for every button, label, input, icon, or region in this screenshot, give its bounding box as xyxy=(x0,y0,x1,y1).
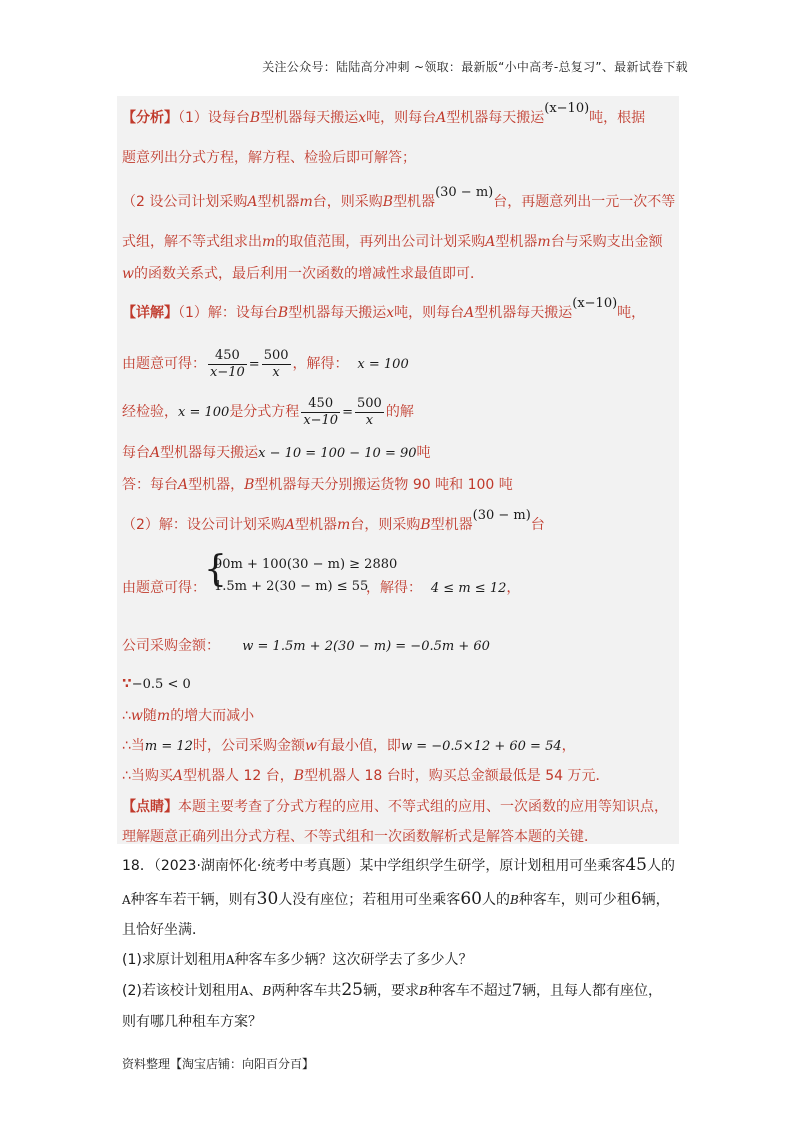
text: ， xyxy=(506,580,521,596)
detail-answer-1 xyxy=(122,475,513,495)
analysis-line-1 xyxy=(122,101,646,129)
var: m xyxy=(299,194,313,210)
analysis-line-4 xyxy=(122,232,663,252)
text: 每台 xyxy=(122,445,150,461)
text: 是分式方程 xyxy=(229,404,300,420)
var: B xyxy=(509,893,519,907)
q18-line-6: 则有哪几种租车方案？ xyxy=(122,1014,262,1030)
text: 、 xyxy=(248,983,263,999)
analysis-tag: 【分析】 xyxy=(122,110,178,126)
because-symbol: ∵ xyxy=(122,676,132,692)
fraction xyxy=(262,348,291,381)
text: 台，则采购 xyxy=(312,194,383,210)
comment-line-2: 理解题意正确列出分式方程、不等式组和一次函数解析式是解答本题的关键． xyxy=(122,829,598,845)
comment-tag: 【点睛】 xyxy=(122,799,178,815)
inequality-2: 1.5m + 2(30 − m) ≤ 55 xyxy=(214,579,369,594)
text: 吨，根据 xyxy=(589,110,646,126)
text: 式组，解不等式组求出 xyxy=(122,234,262,250)
var: A xyxy=(122,893,131,907)
text: 公司采购金额： xyxy=(122,638,220,654)
denominator: x xyxy=(272,364,280,380)
text: 台 xyxy=(530,517,545,533)
analysis-line-2: 题意列出分式方程，解方程、检验后即可解答； xyxy=(122,150,416,166)
q18-line-3: 且恰好坐满． xyxy=(122,922,206,938)
denominator: x−10 xyxy=(303,412,339,428)
text: 有最小值，即 xyxy=(316,738,401,754)
text: 人没有座位；若租用可坐乘客 xyxy=(278,892,461,908)
fraction xyxy=(208,348,247,381)
text: （1）设每台 xyxy=(178,110,250,126)
therefore-line-2 xyxy=(122,736,576,757)
detail-tag: 【详解】 xyxy=(122,305,178,321)
text: （2）解：设公司计划采购 xyxy=(122,517,285,533)
var: A xyxy=(436,110,447,126)
denominator: x xyxy=(365,412,374,428)
brace: { xyxy=(204,549,227,590)
var: A xyxy=(225,953,235,967)
number: 45 xyxy=(625,855,647,875)
text: 吨 xyxy=(416,445,431,461)
text: 型机器 xyxy=(295,517,338,533)
var: m xyxy=(537,234,551,250)
q18-line-5 xyxy=(122,980,662,1001)
text: 人的 xyxy=(481,892,510,908)
text: 本题主要考查了分式方程的应用、不等式组的应用、一次函数的应用等知识点， xyxy=(178,799,668,815)
text: 种客车多少辆？这次研学去了多少人？ xyxy=(234,952,473,968)
text: 型机器人 12 台， xyxy=(183,768,294,784)
var: B xyxy=(262,984,272,998)
text: ， xyxy=(561,738,576,754)
var: x xyxy=(386,305,395,321)
equals: = xyxy=(342,405,353,420)
text: 型机器每天搬运 xyxy=(260,110,359,126)
therefore-symbol: ∴ xyxy=(122,708,131,724)
math-expr: (30 − m) xyxy=(435,185,494,200)
number: 7 xyxy=(511,980,522,999)
text: ∴当 xyxy=(122,738,145,754)
number: 30 xyxy=(256,889,279,909)
text: 18．（2023·湖南怀化·统考中考真题）某中学组织学生研学，原计划租用可坐乘客 xyxy=(122,858,626,874)
var: w xyxy=(122,266,134,282)
detail-part-2 xyxy=(122,508,545,536)
number: 25 xyxy=(341,980,363,1000)
text: 型机器 xyxy=(257,194,300,210)
q18-line-4 xyxy=(122,950,473,970)
therefore-line-1 xyxy=(122,706,254,726)
var: A xyxy=(485,234,496,250)
inequality-1: 90m + 100(30 − m) ≥ 2880 xyxy=(214,557,398,572)
number: 60 xyxy=(460,889,482,909)
var: B xyxy=(249,110,261,126)
amount-line xyxy=(122,636,490,657)
var: m xyxy=(337,517,351,533)
math-expr: 4 ≤ m ≤ 12 xyxy=(430,581,507,596)
fraction xyxy=(355,396,384,429)
detail-check xyxy=(122,394,414,431)
numerator: 500 xyxy=(357,395,382,411)
detail-line-1 xyxy=(122,296,646,324)
var: B xyxy=(418,984,428,998)
text: 辆，且每人都有座位， xyxy=(522,983,662,999)
page-header: 关注公众号：陆陆高分冲刺 ~领取：最新版“小中高考-总复习”、最新试卷下载 xyxy=(262,60,688,74)
system-label: 由题意可得： xyxy=(122,580,206,596)
var: A xyxy=(464,305,475,321)
var: B xyxy=(420,517,431,533)
text: 随 xyxy=(142,708,157,724)
q18-line-1 xyxy=(122,855,675,876)
equals: = xyxy=(248,357,260,372)
text: 型机器每天搬运 xyxy=(446,110,545,126)
text: 种客车不超过 xyxy=(427,983,512,999)
var: B xyxy=(382,194,394,210)
var: B xyxy=(277,305,289,321)
text: 台与采购支出金额 xyxy=(550,234,663,250)
text: 型机器 xyxy=(430,517,473,533)
text: 的函数关系式，最后利用一次函数的增减性求最值即可． xyxy=(133,266,484,282)
var: m xyxy=(156,708,171,724)
text: ，解得： xyxy=(292,356,349,372)
text: ，解得： xyxy=(366,580,422,596)
text: 由题意可得： xyxy=(122,356,206,372)
text: 吨，则每台 xyxy=(366,110,437,126)
var: w xyxy=(130,708,143,724)
text: 辆， xyxy=(641,892,670,908)
var: A xyxy=(247,194,258,210)
analysis-line-3 xyxy=(122,185,676,213)
text: 吨，则每台 xyxy=(394,305,465,321)
q18-line-2 xyxy=(122,889,670,910)
text: 的取值范围，再列出公司计划采购 xyxy=(275,234,486,250)
therefore-line-3 xyxy=(122,766,610,786)
text: 型机器 xyxy=(495,234,538,250)
var: A xyxy=(172,768,184,784)
text: 型机器 xyxy=(393,194,436,210)
var: B xyxy=(293,768,305,784)
text: 的增大而减小 xyxy=(170,708,255,724)
math-expr: w = −0.5×12 + 60 = 54 xyxy=(400,739,562,754)
text: 型机器每天搬运 xyxy=(160,445,259,461)
detail-a-rate xyxy=(122,443,431,464)
denominator: x−10 xyxy=(210,364,245,380)
numerator: 450 xyxy=(301,396,340,413)
text: 型机器每天搬运 xyxy=(288,305,387,321)
math-expr: −0.5 < 0 xyxy=(131,677,191,692)
math-expr: w = 1.5m + 2(30 − m) = −0.5m + 60 xyxy=(242,639,490,654)
text: ∴当购买 xyxy=(122,768,173,784)
numerator: 450 xyxy=(208,348,247,365)
text: 种客车，则可少租 xyxy=(518,892,631,908)
var: A xyxy=(178,477,189,493)
text: 吨， xyxy=(617,305,646,321)
var: A xyxy=(150,445,161,461)
text: （1）解：设每台 xyxy=(178,305,278,321)
var: m xyxy=(262,234,276,250)
text: 种客车若干辆，则有 xyxy=(130,892,257,908)
comment-line-1 xyxy=(122,797,668,817)
var: A xyxy=(284,517,296,533)
math-expr: x = 100 xyxy=(178,405,230,420)
text: 答：每台 xyxy=(122,477,178,493)
text: 型机器每天搬运 xyxy=(474,305,573,321)
math-expr: m = 12 xyxy=(144,739,193,754)
text: (2)若该校计划租用 xyxy=(122,983,240,999)
text: 时，公司采购金额 xyxy=(192,738,305,754)
math-expr: x = 100 xyxy=(357,357,409,372)
text: 的解 xyxy=(385,404,414,420)
var: x xyxy=(358,110,367,126)
analysis-line-5 xyxy=(122,264,484,284)
text: 台，再题意列出一元一次不等 xyxy=(493,194,676,210)
math-expr: (x−10) xyxy=(572,296,618,311)
detail-equation xyxy=(122,346,409,383)
because-line xyxy=(122,674,191,695)
text: (1)求原计划租用 xyxy=(122,952,226,968)
text: 型机器每天分别搬运货物 90 吨和 100 吨 xyxy=(254,477,513,493)
text: 两种客车共 xyxy=(271,983,342,999)
page-footer: 资料整理【淘宝店铺：向阳百分百】 xyxy=(122,1057,315,1071)
number: 6 xyxy=(630,889,642,909)
math-expr: x − 10 = 100 − 10 = 90 xyxy=(258,446,417,461)
text: 台，则采购 xyxy=(350,517,421,533)
var: w xyxy=(304,738,317,754)
var: A xyxy=(239,984,249,998)
var: B xyxy=(244,477,255,493)
text: 经检验， xyxy=(122,404,178,420)
numerator: 500 xyxy=(263,347,289,363)
text: （2 设公司计划采购 xyxy=(122,194,248,210)
system-solution xyxy=(366,578,520,599)
text: 型机器， xyxy=(188,477,245,493)
math-expr: (30 − m) xyxy=(472,508,531,523)
math-expr: (x−10) xyxy=(544,101,590,116)
text: 型机器人 18 台时，购买总金额最低是 54 万元． xyxy=(304,768,610,784)
text: 辆，要求 xyxy=(362,983,419,999)
fraction xyxy=(301,396,340,429)
text: 人的 xyxy=(646,858,675,874)
